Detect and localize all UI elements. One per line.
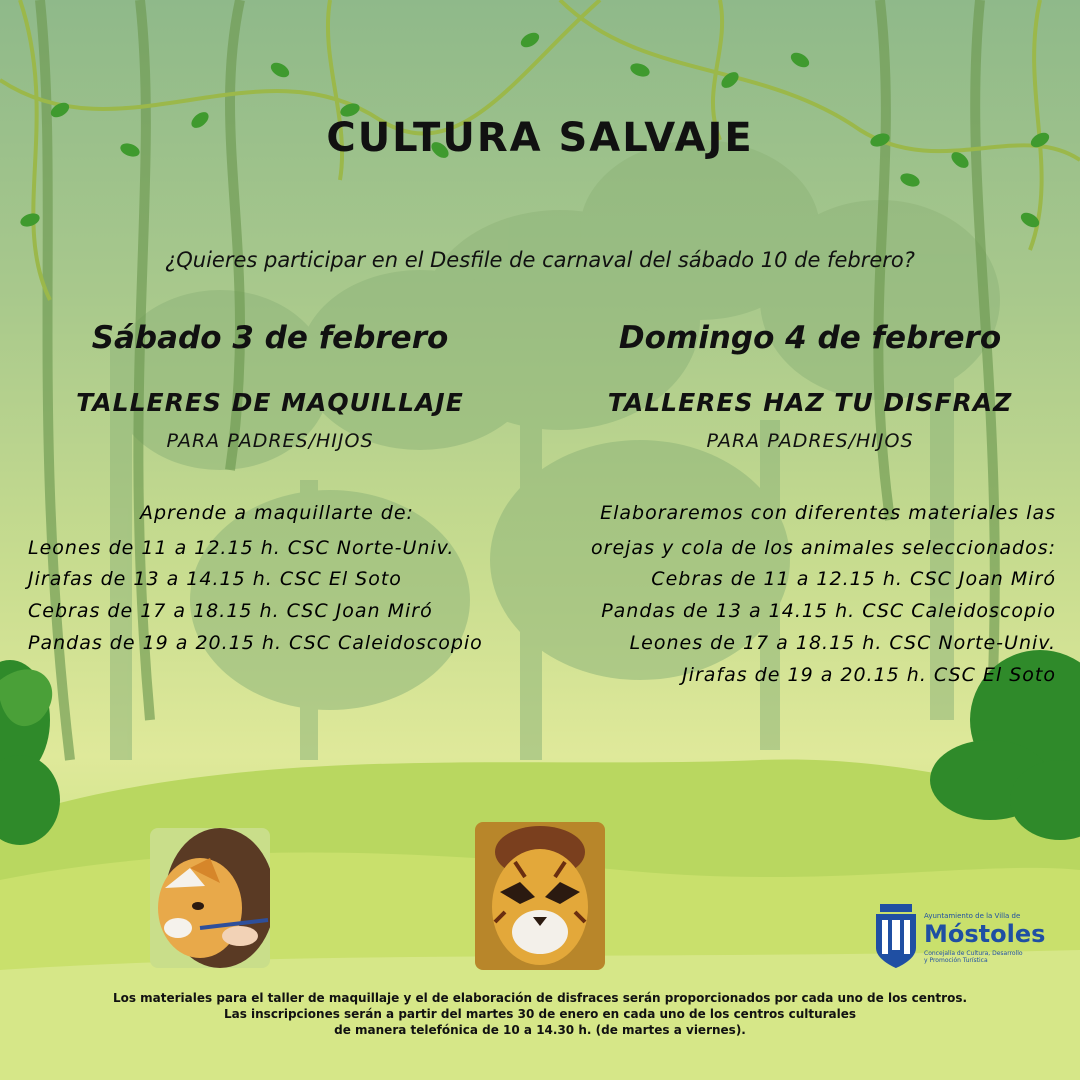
left-session: Jirafas de 13 a 14.15 h. CSC El Soto bbox=[28, 568, 402, 590]
face-painting-photo bbox=[150, 828, 270, 968]
poster-title: CULTURA SALVAJE bbox=[326, 115, 754, 161]
face-painting-illustration bbox=[150, 828, 270, 968]
right-audience: PARA PADRES/HIJOS bbox=[706, 430, 914, 452]
right-intro-line: orejas y cola de los animales seleccionados: bbox=[591, 537, 1056, 559]
footer-line: Las inscripciones serán a partir del martes 30 de enero en cada uno de los centros culturales bbox=[223, 1007, 857, 1021]
logo-name-text: Móstoles bbox=[924, 920, 1046, 948]
right-intro-line: Elaboraremos con diferentes materiales las bbox=[600, 502, 1056, 524]
left-workshop-title: TALLERES DE MAQUILLAJE bbox=[76, 388, 464, 417]
right-day: Domingo 4 de febrero bbox=[618, 320, 1002, 356]
left-audience: PARA PADRES/HIJOS bbox=[166, 430, 374, 452]
logo-dept-text: Concejalía de Cultura, Desarrollo y Promoción Turística bbox=[924, 950, 1023, 964]
question-text: ¿Quieres participar en el Desfile de carnaval del sábado 10 de febrero? bbox=[165, 248, 915, 272]
lion-face-illustration bbox=[475, 822, 605, 970]
left-session: Pandas de 19 a 20.15 h. CSC Caleidoscopio bbox=[28, 632, 483, 654]
right-workshop-title: TALLERES HAZ TU DISFRAZ bbox=[607, 388, 1013, 417]
lion-face-photo bbox=[475, 822, 605, 970]
mostoles-logo bbox=[870, 898, 1046, 978]
right-session: Leones de 17 a 18.15 h. CSC Norte-Univ. bbox=[629, 632, 1056, 654]
footer-line: Los materiales para el taller de maquillaje y el de elaboración de disfraces serán proporcionados por cada uno de los centros. bbox=[112, 991, 968, 1005]
left-session: Leones de 11 a 12.15 h. CSC Norte-Univ. bbox=[28, 537, 455, 559]
mostoles-crest-icon bbox=[870, 900, 922, 970]
footer-notes bbox=[0, 990, 1080, 1038]
logo-header-text: Ayuntamiento de la Villa de bbox=[924, 912, 1021, 920]
right-session: Jirafas de 19 a 20.15 h. CSC El Soto bbox=[682, 664, 1056, 686]
right-session: Pandas de 13 a 14.15 h. CSC Caleidoscopio bbox=[601, 600, 1056, 622]
right-session: Cebras de 11 a 12.15 h. CSC Joan Miró bbox=[651, 568, 1056, 590]
left-intro: Aprende a maquillarte de: bbox=[140, 502, 414, 524]
left-day: Sábado 3 de febrero bbox=[91, 320, 449, 356]
footer-line: de manera telefónica de 10 a 14.30 h. (de martes a viernes). bbox=[334, 1023, 746, 1037]
left-session: Cebras de 17 a 18.15 h. CSC Joan Miró bbox=[28, 600, 433, 622]
